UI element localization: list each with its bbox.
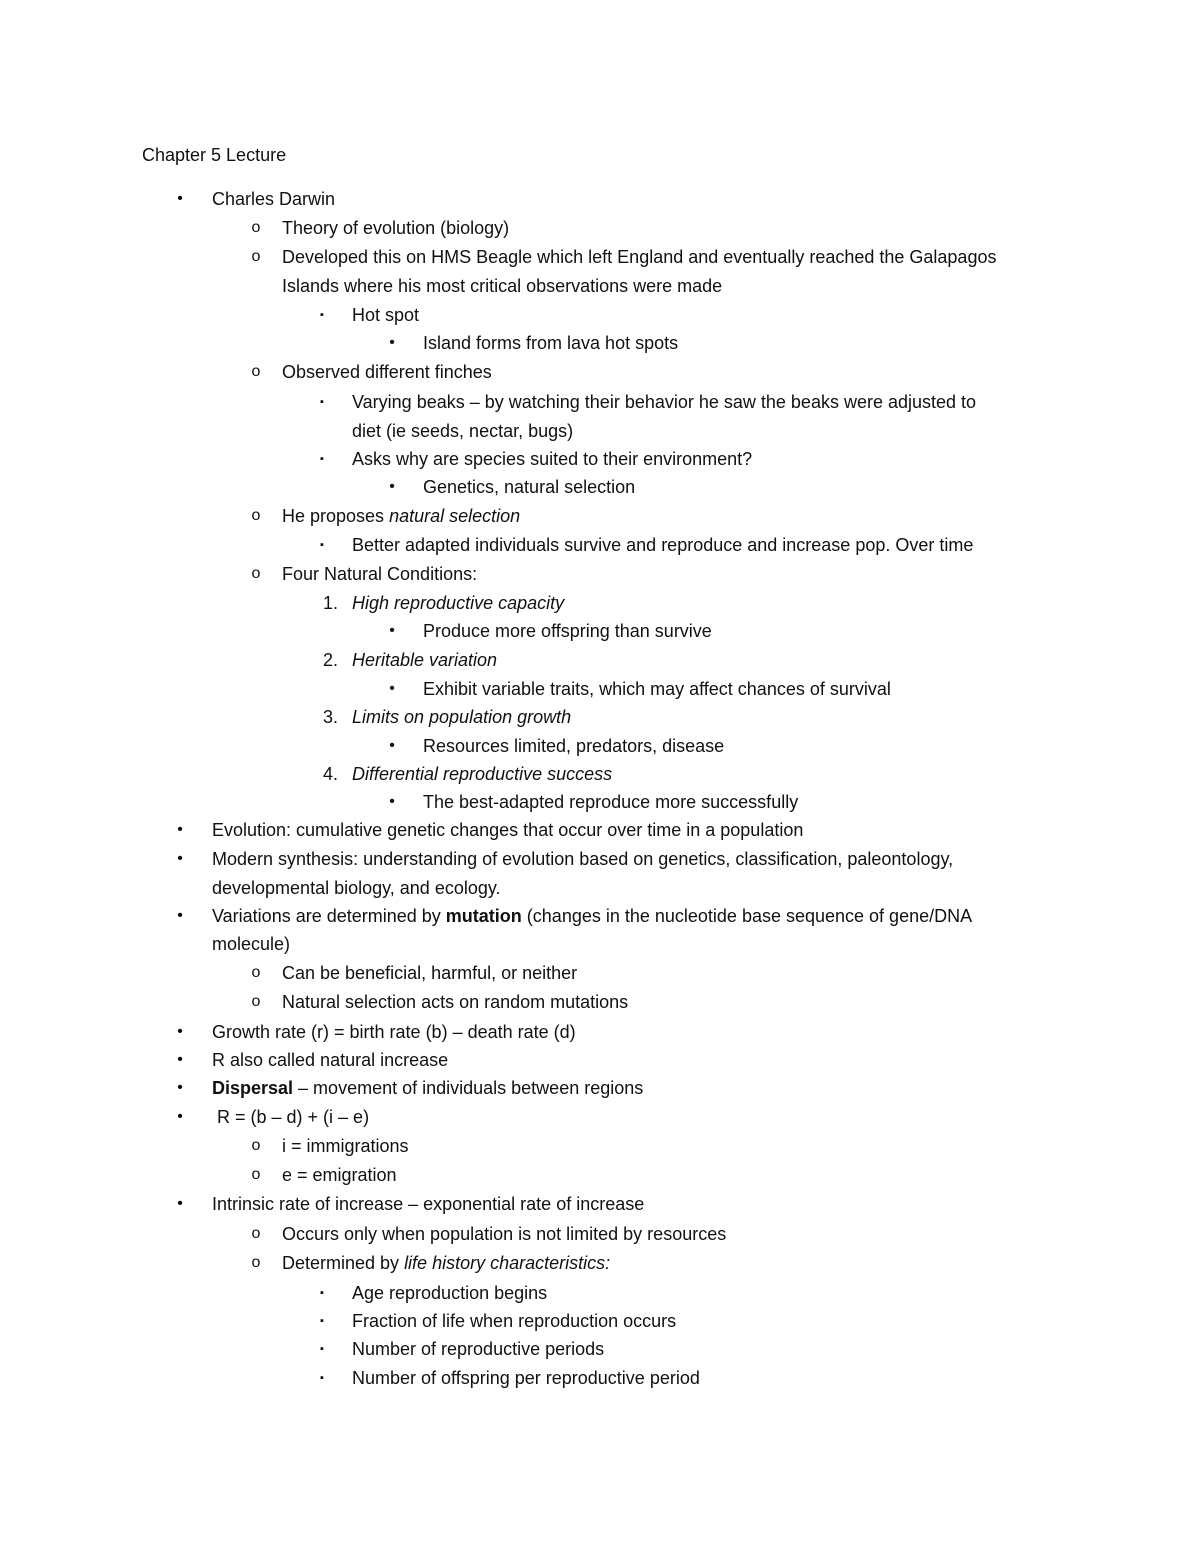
circle-marker: o	[251, 565, 261, 582]
outline-item: Hot spot	[352, 305, 420, 325]
circle-marker: o	[251, 964, 261, 981]
square-marker: ▪	[320, 453, 324, 465]
list-number: 4.	[322, 764, 338, 784]
outline-item: Four Natural Conditions:	[282, 564, 478, 584]
outline-item: Heritable variation	[352, 650, 498, 670]
outline-item: Determined by life history characteristics:	[282, 1253, 611, 1273]
outline-item: The best-adapted reproduce more successfully	[423, 792, 799, 812]
outline-item-continuation: Islands where his most critical observations were made	[282, 276, 723, 296]
bullet-marker: •	[177, 1108, 183, 1125]
outline-item-continuation: diet (ie seeds, nectar, bugs)	[352, 421, 574, 441]
outline-item: Charles Darwin	[212, 189, 336, 209]
square-marker: ▪	[320, 1287, 324, 1299]
circle-marker: o	[251, 219, 261, 236]
outline-item: Differential reproductive success	[352, 764, 613, 784]
outline-item: R also called natural increase	[212, 1050, 449, 1070]
outline-item: Theory of evolution (biology)	[282, 218, 510, 238]
outline-item: Genetics, natural selection	[423, 477, 636, 497]
outline-item: Resources limited, predators, disease	[423, 736, 725, 756]
outline-item: Developed this on HMS Beagle which left England and eventually reached the Galapagos	[282, 247, 997, 267]
outline-item: Can be beneficial, harmful, or neither	[282, 963, 578, 983]
outline-item: R = (b – d) + (i – e)	[212, 1107, 370, 1127]
outline-item: He proposes natural selection	[282, 506, 521, 526]
bullet-marker: •	[389, 478, 395, 495]
bullet-marker: •	[177, 1195, 183, 1212]
circle-marker: o	[251, 1254, 261, 1271]
square-marker: ▪	[320, 1343, 324, 1355]
circle-marker: o	[251, 248, 261, 265]
outline-item: High reproductive capacity	[352, 593, 565, 613]
outline-item: e = emigration	[282, 1165, 397, 1185]
bullet-marker: •	[389, 334, 395, 351]
outline-item: Number of reproductive periods	[352, 1339, 605, 1359]
outline-item: Number of offspring per reproductive period	[352, 1368, 700, 1388]
outline-item: i = immigrations	[282, 1136, 409, 1156]
bullet-marker: •	[389, 793, 395, 810]
list-number: 3.	[322, 707, 338, 727]
bullet-marker: •	[177, 1079, 183, 1096]
page-title: Chapter 5 Lecture	[142, 145, 287, 165]
outline-item: Varying beaks – by watching their behavior he saw the beaks were adjusted to	[352, 392, 977, 412]
square-marker: ▪	[320, 396, 324, 408]
outline-item-continuation: molecule)	[212, 934, 291, 954]
outline-item-continuation: developmental biology, and ecology.	[212, 878, 501, 898]
outline-item: Dispersal – movement of individuals between regions	[212, 1078, 644, 1098]
square-marker: ▪	[320, 1372, 324, 1384]
circle-marker: o	[251, 507, 261, 524]
square-marker: ▪	[320, 539, 324, 551]
outline-item: Occurs only when population is not limited by resources	[282, 1224, 727, 1244]
outline-item: Limits on population growth	[352, 707, 572, 727]
bullet-marker: •	[389, 622, 395, 639]
outline-item: Age reproduction begins	[352, 1283, 548, 1303]
circle-marker: o	[251, 363, 261, 380]
outline-item: Fraction of life when reproduction occurs	[352, 1311, 677, 1331]
bullet-marker: •	[177, 907, 183, 924]
bullet-marker: •	[177, 190, 183, 207]
circle-marker: o	[251, 993, 261, 1010]
outline-item: Island forms from lava hot spots	[423, 333, 679, 353]
bullet-marker: •	[177, 821, 183, 838]
outline-item: Variations are determined by mutation (changes in the nucleotide base sequence of gene/DNA	[212, 906, 973, 926]
outline-item: Observed different finches	[282, 362, 492, 382]
circle-marker: o	[251, 1225, 261, 1242]
bullet-marker: •	[389, 680, 395, 697]
outline-item: Evolution: cumulative genetic changes that occur over time in a population	[212, 820, 804, 840]
outline-item: Better adapted individuals survive and reproduce and increase pop. Over time	[352, 535, 974, 555]
outline-item: Intrinsic rate of increase – exponential rate of increase	[212, 1194, 645, 1214]
outline-item: Exhibit variable traits, which may affect chances of survival	[423, 679, 891, 699]
bullet-marker: •	[177, 850, 183, 867]
outline-item: Growth rate (r) = birth rate (b) – death rate (d)	[212, 1022, 576, 1042]
outline-item: Modern synthesis: understanding of evolution based on genetics, classification, paleontology,	[212, 849, 954, 869]
circle-marker: o	[251, 1166, 261, 1183]
bullet-marker: •	[177, 1051, 183, 1068]
list-number: 1.	[322, 593, 338, 613]
bullet-marker: •	[389, 737, 395, 754]
outline-item: Produce more offspring than survive	[423, 621, 712, 641]
list-number: 2.	[322, 650, 338, 670]
outline-item: Natural selection acts on random mutations	[282, 992, 629, 1012]
square-marker: ▪	[320, 1315, 324, 1327]
square-marker: ▪	[320, 309, 324, 321]
bullet-marker: •	[177, 1023, 183, 1040]
outline-item: Asks why are species suited to their environment?	[352, 449, 753, 469]
circle-marker: o	[251, 1137, 261, 1154]
